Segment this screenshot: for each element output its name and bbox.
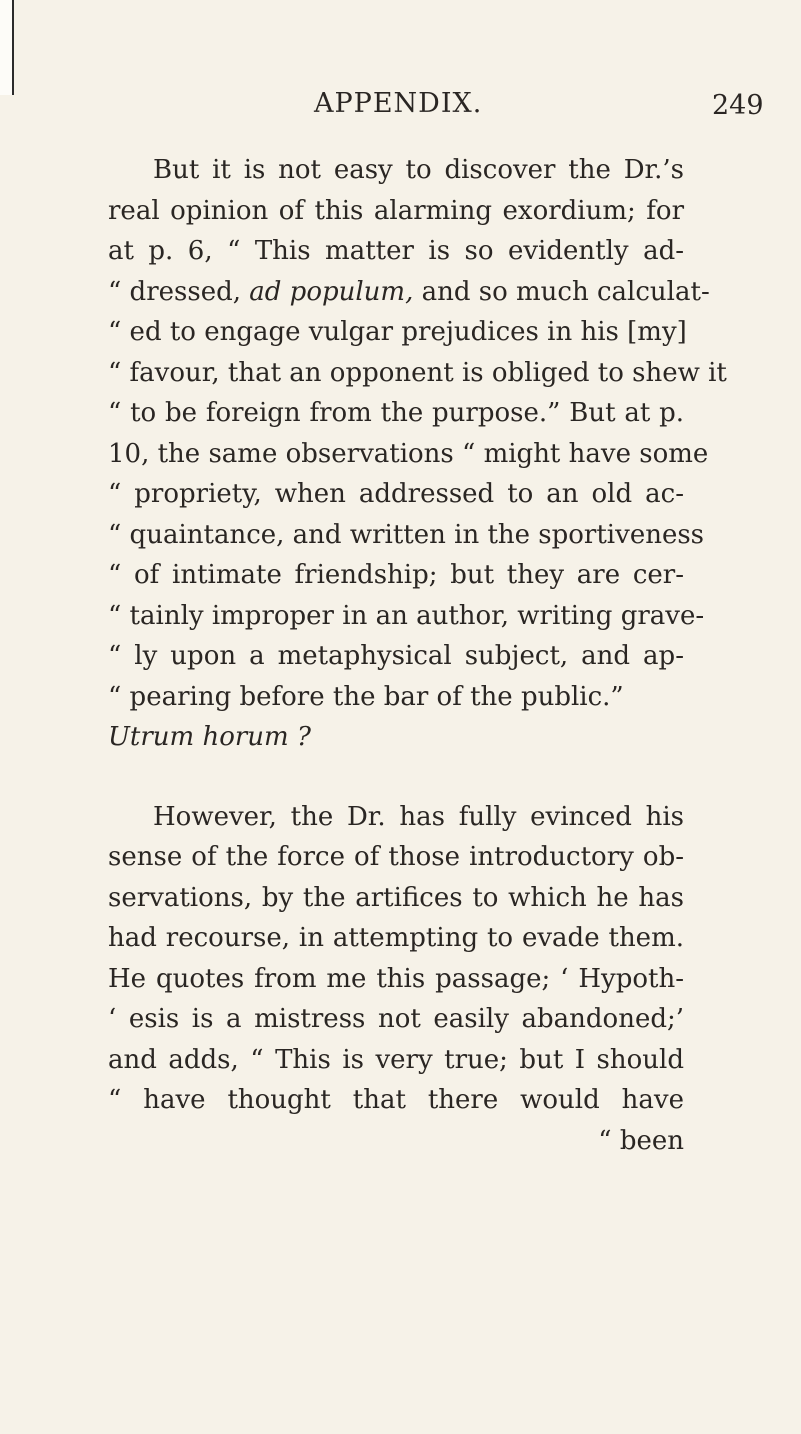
italic-phrase: Utrum horum ?: [108, 722, 311, 752]
text-line: [108, 717, 684, 758]
text-line: servations, by the artifices to which he has: [108, 882, 684, 913]
text-line: But it is not easy to discover the Dr.’s: [153, 155, 684, 185]
text-line: “ have thought that there would have: [108, 1085, 684, 1115]
text-line: real opinion of this alarming exordium; for: [108, 195, 684, 226]
text-line: had recourse, in attempting to evade them.: [108, 923, 684, 953]
paragraph-gap: [108, 758, 684, 797]
text-line: “ favour, that an opponent is obliged to shew it: [108, 357, 727, 388]
text-line: “ tainly improper in an author, writing grave-: [108, 600, 705, 631]
text-line: at p. 6, “ This matter is so evidently ad-: [108, 236, 684, 266]
text-line: He quotes from me this passage; ‘ Hypoth-: [108, 963, 684, 994]
text-line: “ to be foreign from the purpose.” But at p.: [108, 398, 684, 428]
catchword: “ been: [598, 1125, 684, 1156]
text-segment: “ dressed,: [108, 276, 241, 307]
running-header: [0, 88, 801, 128]
text-line: However, the Dr. has fully evinced his: [153, 801, 684, 832]
text-line: “ propriety, when addressed to an old ac-: [108, 479, 684, 509]
text-line: 10, the same observations “ might have some: [108, 438, 709, 469]
text-line: and adds, “ This is very true; but I should: [108, 1044, 684, 1075]
italic-phrase: ad populum,: [249, 276, 414, 307]
text-line: “ ly upon a metaphysical subject, and ap-: [108, 641, 684, 671]
body-text: [108, 150, 727, 1161]
text-line: “ ed to engage vulgar prejudices in his [my]: [108, 317, 687, 347]
text-line: [108, 272, 710, 313]
text-line: “ quaintance, and written in the sportiveness: [108, 519, 705, 550]
text-line: sense of the force of those introductory ob-: [108, 842, 684, 872]
page-number: 249: [712, 90, 764, 121]
page-edge: [0, 0, 14, 95]
text-line: “ of intimate friendship; but they are cer-: [108, 560, 684, 590]
text-segment: and so much calculat-: [421, 276, 710, 307]
running-title: APPENDIX.: [314, 88, 483, 119]
text-line: “ pearing before the bar of the public.”: [108, 681, 624, 712]
text-line: ‘ esis is a mistress not easily abandoned;’: [108, 1004, 684, 1034]
